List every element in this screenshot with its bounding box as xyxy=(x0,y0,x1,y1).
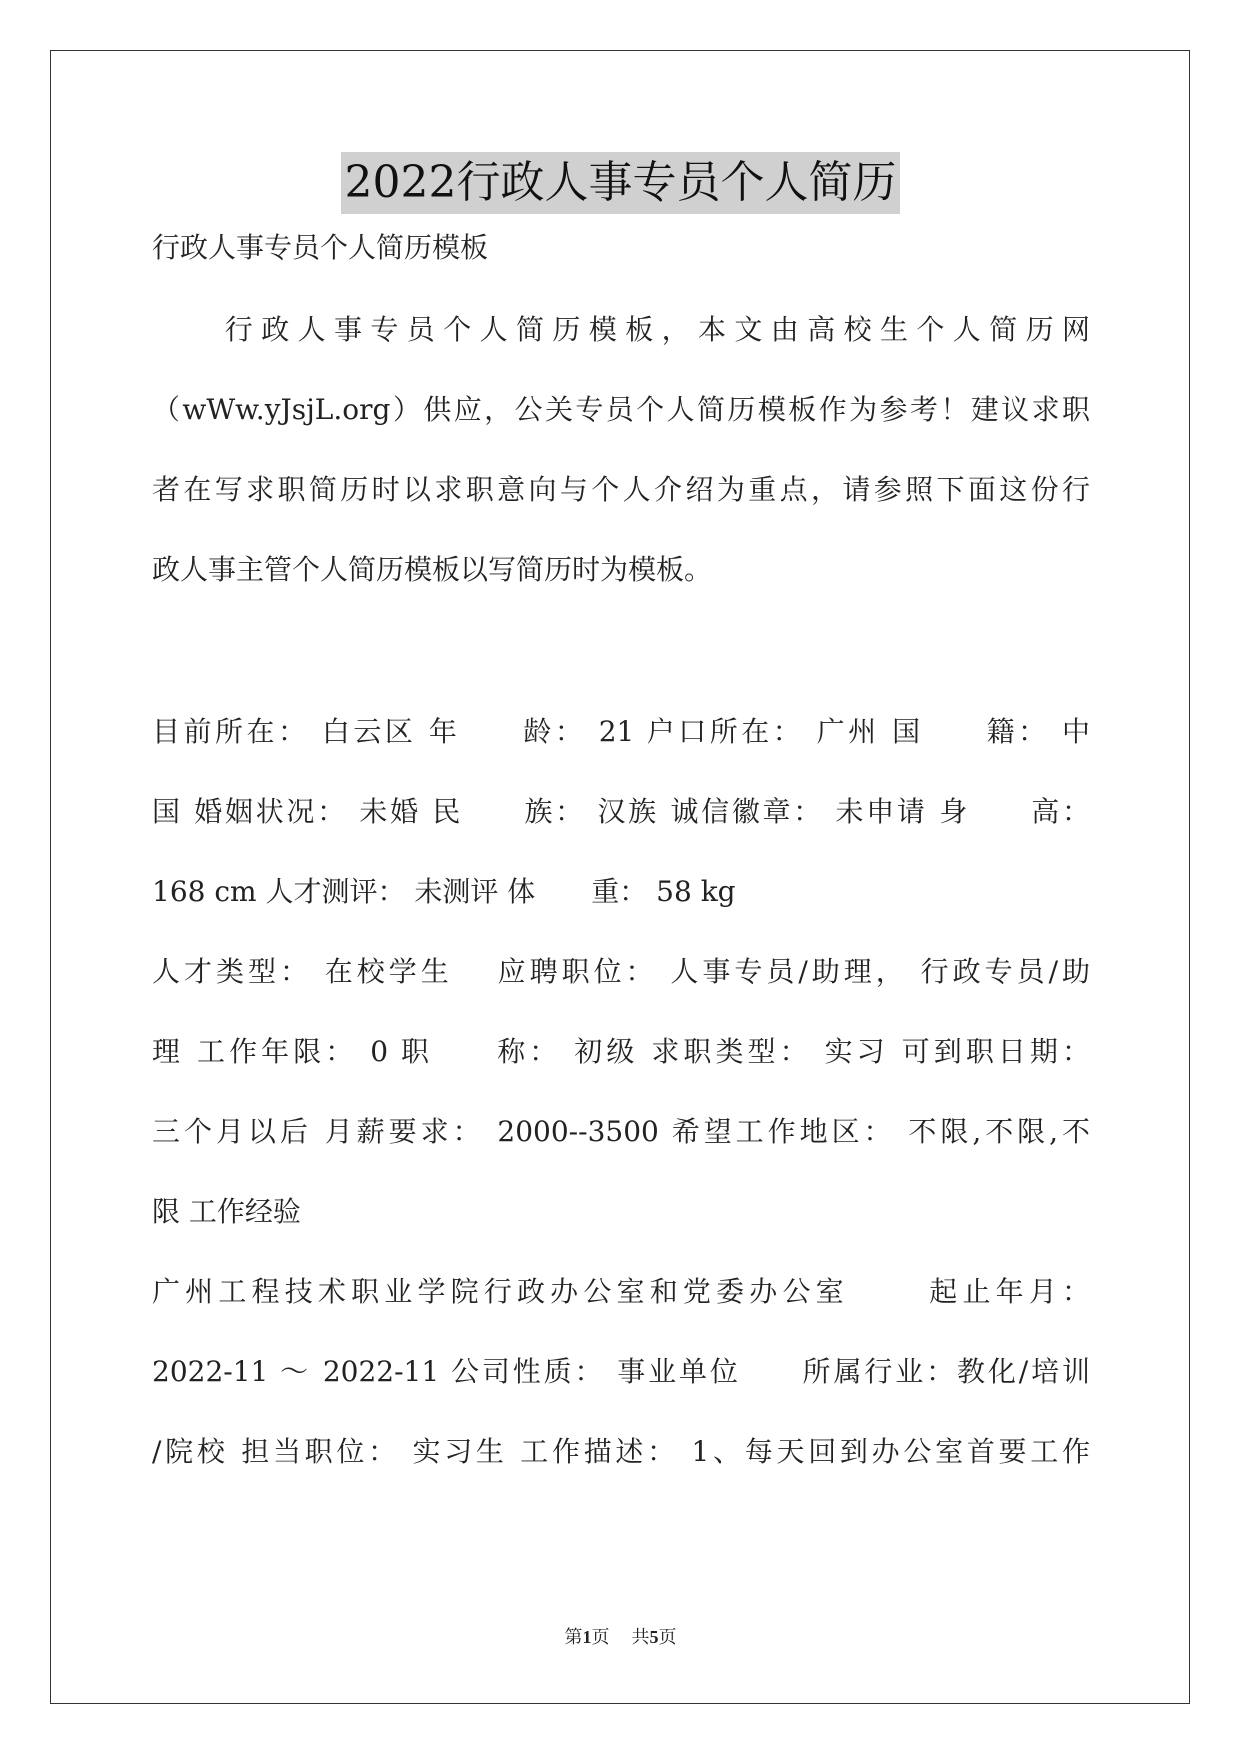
footer-page-suffix: 页 xyxy=(591,1627,610,1647)
body-line: 理 工作年限： 0 职 称： 初级 求职类型： 实习 可到职日期： xyxy=(152,1035,1090,1068)
body-line: 者在写求职简历时以求职意向与个人介绍为重点，请参照下面这份行 xyxy=(152,473,1090,506)
page-footer xyxy=(0,1625,1241,1649)
body-line: 168 cm 人才测评： 未测评 体 重： 58 kg xyxy=(152,875,736,908)
body-line: 三个月以后 月薪要求： 2000--3500 希望工作地区： 不限,不限,不 xyxy=(152,1115,1090,1148)
body-line: 2022-11 ～ 2022-11 公司性质： 事业单位 所属行业：教化/培训 xyxy=(152,1355,1090,1388)
body-line: /院校 担当职位： 实习生 工作描述： 1、每天回到办公室首要工作 xyxy=(152,1435,1090,1468)
body-line: （wWw.yJsjL.org）供应，公关专员个人简历模板作为参考！建议求职 xyxy=(152,393,1090,426)
subtitle-line: 行政人事专员个人简历模板 xyxy=(152,231,489,264)
footer-total-prefix: 共 xyxy=(631,1627,650,1647)
body-line: 限 工作经验 xyxy=(152,1195,301,1228)
footer-page-number: 1 xyxy=(582,1627,592,1647)
footer-prefix: 第 xyxy=(564,1627,583,1647)
document-title: 2022行政人事专员个人简历 xyxy=(341,152,901,214)
body-line: 政人事主管个人简历模板以写简历时为模板。 xyxy=(152,553,713,586)
footer-total-suffix: 页 xyxy=(658,1627,677,1647)
body-line: 国 婚姻状况： 未婚 民 族： 汉族 诚信徽章： 未申请 身 高： xyxy=(152,795,1090,828)
footer-total-pages: 5 xyxy=(649,1627,659,1647)
body-line: 人才类型： 在校学生 应聘职位： 人事专员/助理， 行政专员/助 xyxy=(152,955,1090,988)
body-line: 行政人事专员个人简历模板，本文由高校生个人简历网 xyxy=(152,313,1090,346)
body-line: 广州工程技术职业学院行政办公室和党委办公室 起止年月： xyxy=(152,1275,1090,1308)
body-line: 目前所在： 白云区 年 龄： 21 户口所在： 广州 国 籍： 中 xyxy=(152,715,1090,748)
title-container xyxy=(0,152,1241,214)
